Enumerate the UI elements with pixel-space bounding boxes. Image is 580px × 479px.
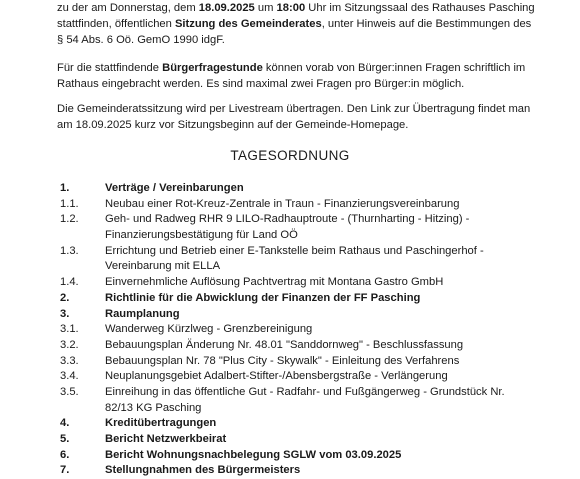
agenda-item: [0, 463, 580, 479]
agenda-item: [0, 197, 580, 213]
agenda-item-number: 1.1.: [60, 197, 79, 210]
agenda-item: [0, 181, 580, 197]
text-run: Bürgerfragestunde: [162, 62, 263, 74]
agenda-item-title: Geh- und Radweg RHR 9 LILO-Radhauptroute - (Thurnharting - Hitzing) - Finanzierungsbestätigung für Land OÖ: [105, 213, 470, 242]
agenda-item: [0, 432, 580, 448]
agenda-item-title: Bericht Netzwerkbeirat: [105, 433, 227, 446]
agenda-item: [0, 416, 580, 432]
agenda-item-number: 1.3.: [60, 244, 79, 257]
agenda-item-number: 6.: [60, 448, 70, 461]
text-run: Uhr im Sitzungssaal des Rathauses Pasching stattfinden, öffentlichen: [57, 2, 535, 30]
agenda-item-title: Stellungnahmen des Bürgermeisters: [105, 464, 301, 477]
agenda-item-number: 7.: [60, 464, 70, 477]
agenda-item-number: 3.: [60, 307, 70, 320]
agenda-item-number: 3.3.: [60, 354, 79, 367]
agenda-item-number: 3.4.: [60, 370, 79, 383]
agenda-item-title: Bebauungsplan Nr. 78 "Plus City - Skywalk" - Einleitung des Verfahrens: [105, 354, 460, 367]
text-run: um: [254, 2, 277, 14]
agenda-item-title: Wanderweg Kürzlweg - Grenzbereinigung: [105, 323, 313, 336]
text-run: Sitzung des Gemeinderates: [174, 18, 322, 30]
agenda-item-number: 5.: [60, 433, 70, 446]
agenda-item: [0, 275, 580, 291]
agenda-item-number: 1.2.: [60, 213, 79, 226]
text-run: können vorab von Bürger:innen Fragen schriftlich im Rathaus eingebracht werden. Es sind maximal zwei Fragen pro Bürger:in möglich.: [57, 62, 526, 90]
intro-paragraph-meeting: [57, 0, 537, 48]
agenda-item-title: Einreihung in das öffentliche Gut - Radfahr- und Fußgängerweg - Grundstück Nr. 82/13 KG Pasching: [105, 385, 505, 414]
text-run: 18:00: [276, 2, 306, 14]
agenda-list: [0, 181, 580, 479]
text-run: zu der am Donnerstag, dem: [57, 2, 199, 14]
agenda-heading: TAGESORDNUNG: [230, 148, 350, 163]
agenda-item-title: Verträge / Vereinbarungen: [105, 182, 244, 194]
agenda-item-title: Einvernehmliche Auflösung Pachtvertrag mit Montana Gastro GmbH: [105, 276, 444, 289]
agenda-item: [0, 448, 580, 464]
agenda-item: [0, 244, 580, 275]
intro-paragraph-livestream: [57, 101, 537, 133]
agenda-item-title: Kreditübertragungen: [105, 417, 217, 430]
text-run: , unter Hinweis auf die Bestimmungen des § 54 Abs. 6 Oö. GemO 1990 idgF.: [57, 18, 532, 46]
agenda-item-title: Bericht Wohnungsnachbelegung SGLW vom 03.09.2025: [105, 448, 402, 461]
agenda-item-number: 3.2.: [60, 338, 79, 351]
agenda-item-number: 1.: [60, 182, 70, 194]
agenda-item-title: Errichtung und Betrieb einer E-Tankstelle beim Rathaus und Paschingerhof - Vereinbarung mit ELLA: [105, 244, 484, 273]
text-run: Für die stattfindende: [57, 62, 163, 74]
agenda-item-number: 4.: [60, 417, 70, 430]
agenda-item-title: Richtlinie für die Abwicklung der Finanzen der FF Pasching: [105, 291, 421, 304]
agenda-item-number: 3.1.: [60, 323, 79, 336]
agenda-item: [0, 354, 580, 370]
intro-paragraph-citizen-questions: [57, 60, 537, 92]
agenda-item: [0, 338, 580, 354]
text-run: Die Gemeinderatssitzung wird per Livestream übertragen. Den Link zur Übertragung findet man am 18.09.2025 kurz vor Sitzungsbeginn auf der Gemeinde-Homepage.: [57, 103, 531, 131]
agenda-item: [0, 212, 580, 243]
agenda-item: [0, 291, 580, 307]
agenda-item: [0, 369, 580, 385]
agenda-item-number: 1.4.: [60, 276, 79, 289]
agenda-item-title: Neuplanungsgebiet Adalbert-Stifter-/Abensbergstraße - Verlängerung: [105, 370, 448, 383]
agenda-item-title: Neubau einer Rot-Kreuz-Zentrale in Traun - Finanzierungsvereinbarung: [105, 197, 460, 210]
agenda-item-number: 3.5.: [60, 385, 79, 398]
agenda-item: [0, 322, 580, 338]
agenda-item-number: 2.: [60, 291, 70, 304]
agenda-item: [0, 307, 580, 323]
agenda-item-title: Raumplanung: [105, 307, 180, 320]
text-run: 18.09.2025: [198, 2, 255, 14]
agenda-item: [0, 385, 580, 416]
agenda-item-title: Bebauungsplan Änderung Nr. 48.01 "Sanddornweg" - Beschlussfassung: [105, 338, 464, 351]
